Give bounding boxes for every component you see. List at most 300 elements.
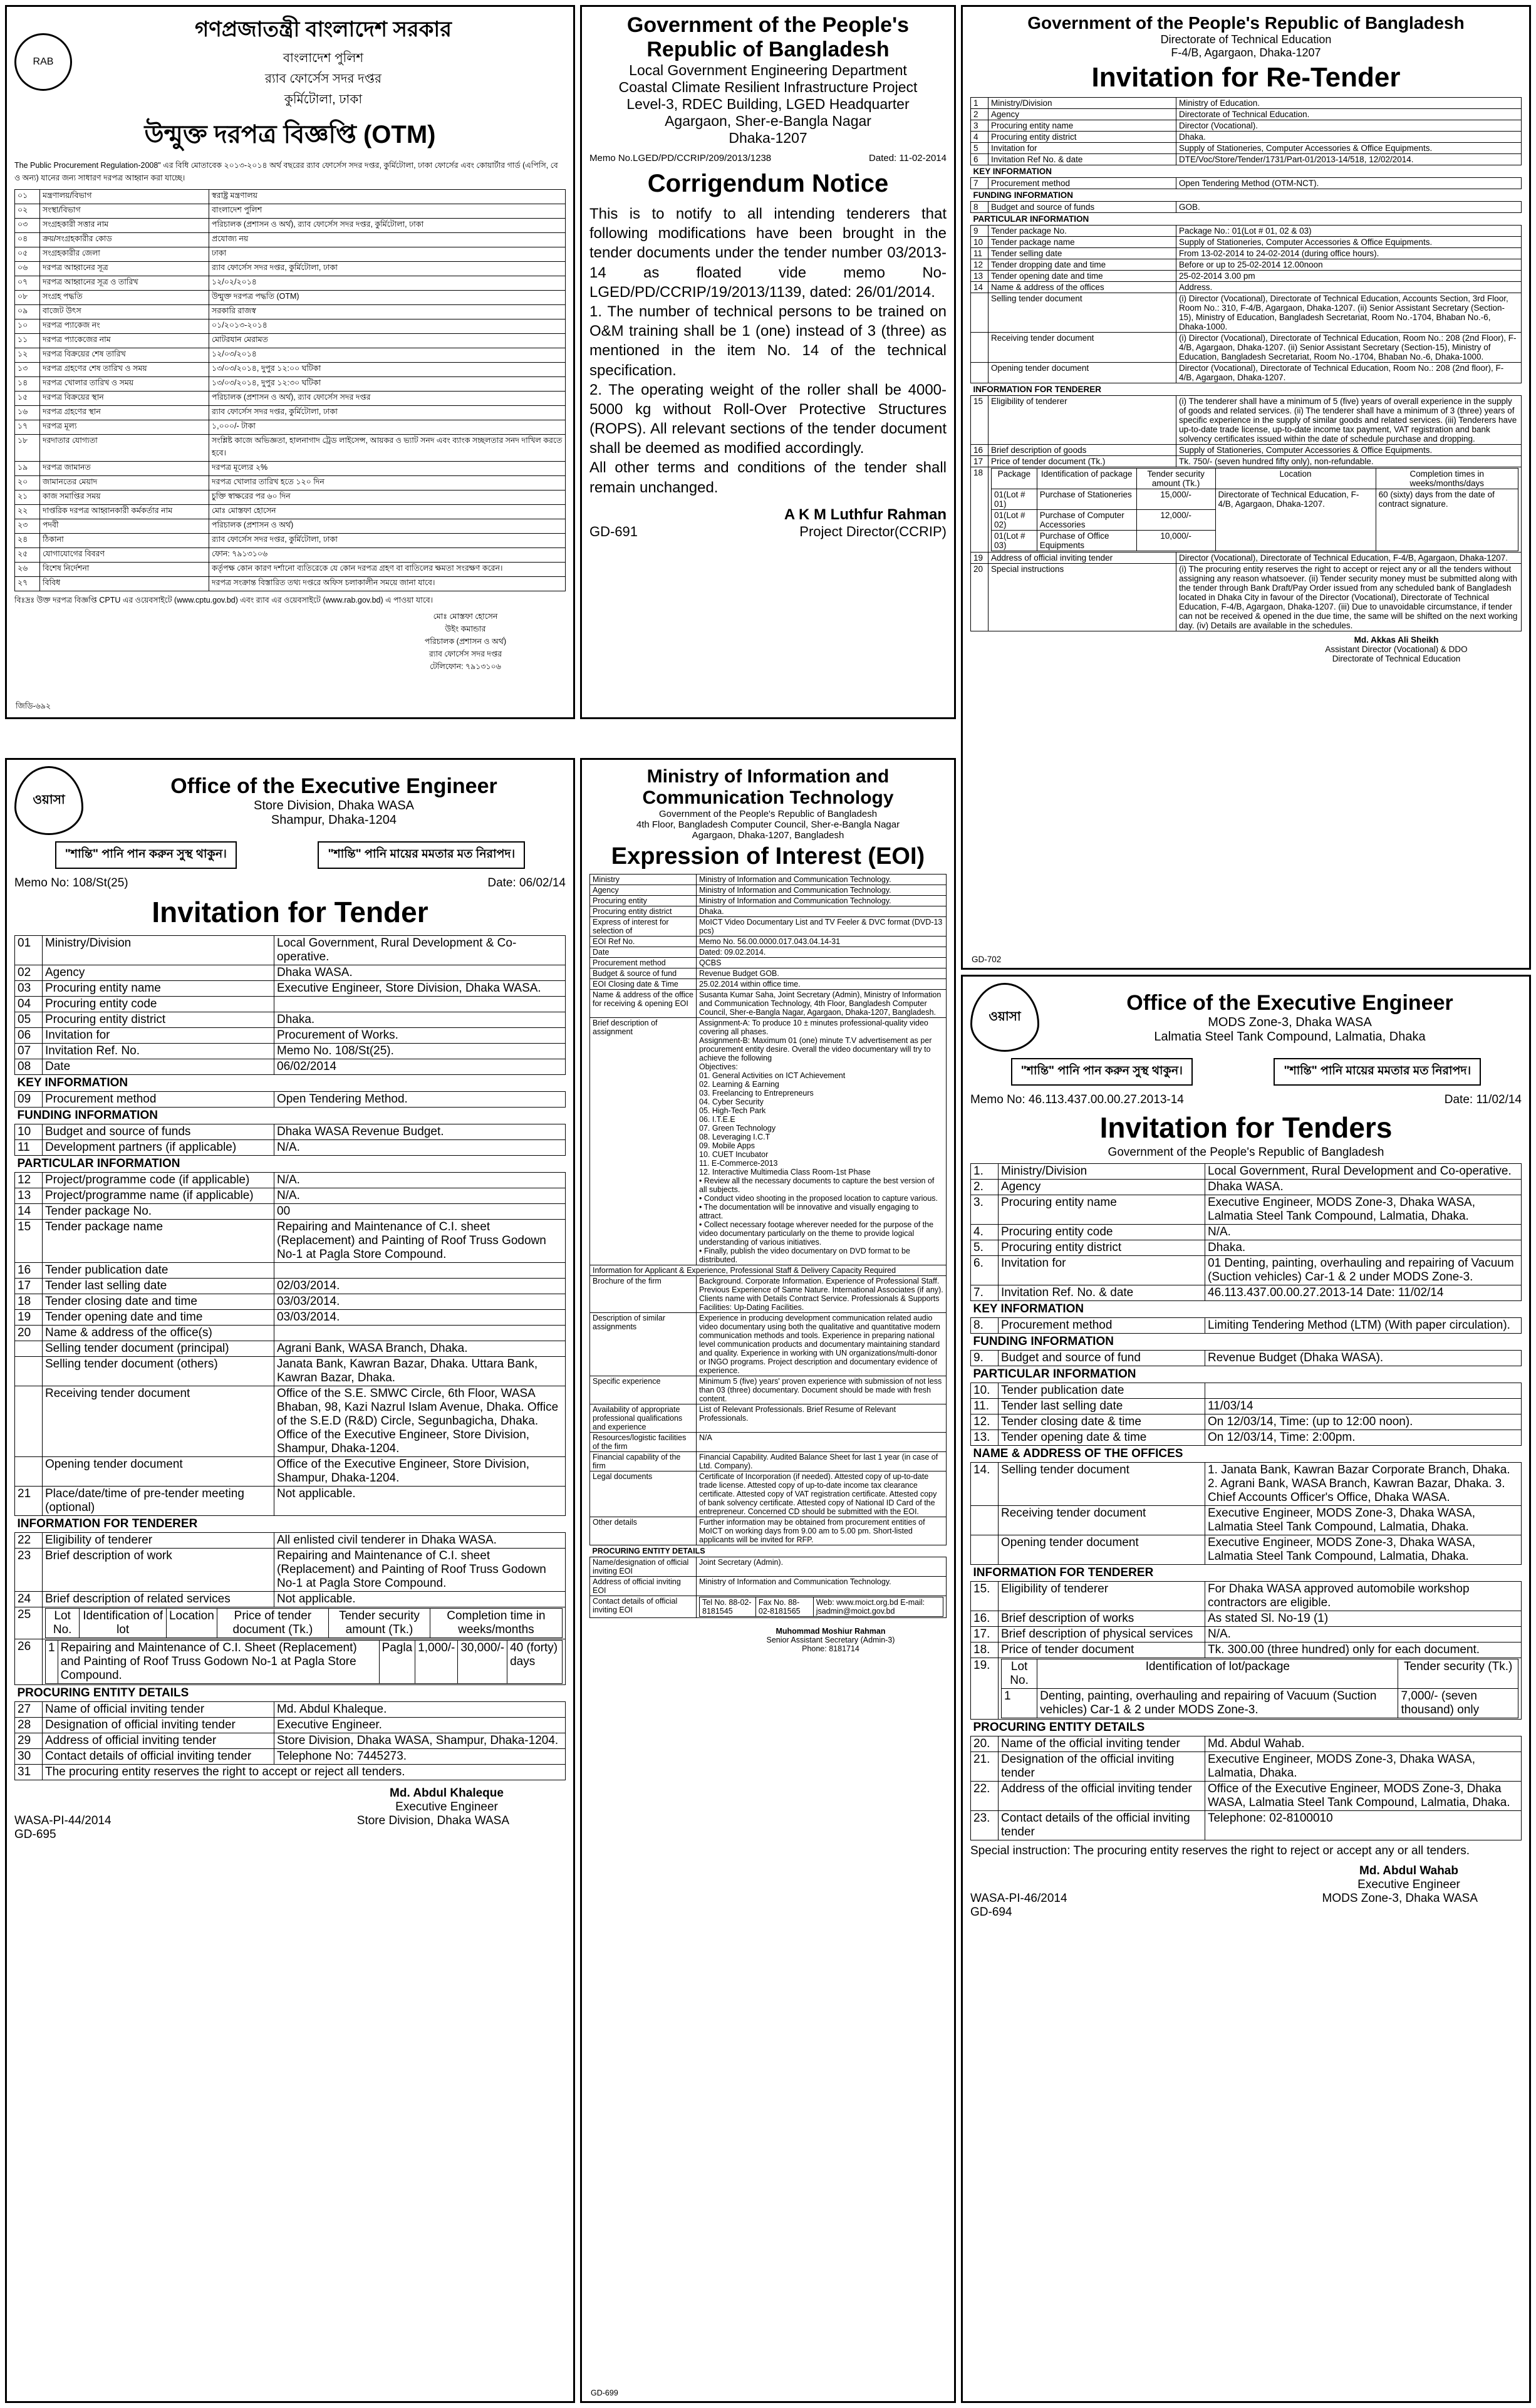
- table-cell: N/A.: [1205, 1225, 1522, 1240]
- table-cell: Budget and source of fund: [999, 1351, 1205, 1366]
- section-header: [15, 1156, 566, 1173]
- table-row: [15, 1341, 566, 1357]
- table-row: [590, 1557, 947, 1577]
- table-row: [15, 1326, 566, 1341]
- table-cell: [43, 1607, 566, 1639]
- table-cell: দরপত্র প্যাকেজের নাম: [40, 334, 209, 348]
- table-cell: Brief description of related services: [43, 1592, 274, 1607]
- table-cell: পদবী: [40, 519, 209, 534]
- table-row: [590, 906, 947, 917]
- table-row: [971, 282, 1522, 293]
- table-cell: 3.: [971, 1195, 999, 1225]
- ad3-gd: GD-702: [972, 955, 1002, 964]
- table-row: [971, 564, 1522, 631]
- ad6-heading: Invitation for Tenders: [1099, 1111, 1393, 1144]
- table-row: [971, 202, 1522, 213]
- table-cell: Director (Vocational).: [1176, 120, 1522, 132]
- table-cell: Invitation Ref No. & date: [989, 154, 1176, 165]
- ad5-slogan-2: "শান্তি" পানি মায়ের মমতার মত নিরাপদ।: [318, 841, 525, 869]
- table-row: [15, 334, 566, 348]
- table-cell: Agency: [590, 885, 697, 896]
- table-cell: [274, 997, 566, 1012]
- ad5-designation-1: Executive Engineer: [395, 1800, 498, 1814]
- table-cell: N/A.: [274, 1173, 566, 1188]
- ad4-address-2: Agargaon, Dhaka-1207, Bangladesh: [692, 830, 844, 841]
- table-cell: Receiving tender document: [989, 333, 1176, 363]
- table-cell: 19.: [971, 1658, 999, 1720]
- table-row: [15, 219, 566, 233]
- section-header: [15, 1685, 566, 1702]
- table-cell: দাপ্তরিক দরপত্র আহ্বানকারী কর্মকর্তার নাম: [40, 505, 209, 519]
- table-cell: 29: [15, 1733, 43, 1749]
- lot-table: [45, 1608, 563, 1638]
- table-cell: Janata Bank, Kawran Bazar, Dhaka. Uttara Bank, Kawran Bazar, Dhaka.: [274, 1357, 566, 1386]
- ad5-title: Office of the Executive Engineer: [170, 774, 497, 798]
- table-cell: Executive Engineer.: [274, 1718, 566, 1733]
- table-row: [15, 1765, 566, 1780]
- section-header: [971, 1720, 1522, 1736]
- table-cell: GOB.: [1176, 202, 1522, 213]
- table-cell: পরিচালক (প্রশাসন ও অর্থ), র‌্যাব ফোর্সেস সদর দপ্তর: [209, 392, 566, 406]
- table-row: [15, 1124, 566, 1140]
- table-cell: Designation of the official inviting tender: [999, 1752, 1205, 1782]
- ad4-address-1: 4th Floor, Bangladesh Computer Council, Sher-e-Bangla Nagar: [636, 819, 900, 830]
- table-cell: 3: [971, 120, 989, 132]
- table-cell: Denting, painting, overhauling and repairing of Vacuum (Suction vehicles) Car-1 & 2 under MODS Zone-3.: [1037, 1689, 1398, 1718]
- table-row: [15, 1549, 566, 1592]
- assignment-line: 09. Mobile Apps: [699, 1141, 755, 1150]
- table-cell: 20.: [971, 1736, 999, 1752]
- table-row: [15, 1749, 566, 1765]
- section-header: [15, 1075, 566, 1092]
- table-cell: Dhaka WASA Revenue Budget.: [274, 1124, 566, 1140]
- table-cell: ঠিকানা: [40, 534, 209, 548]
- table-row: [971, 456, 1522, 467]
- assignment-line: 04. Cyber Security: [699, 1098, 764, 1106]
- table-cell: 02/03/2014.: [274, 1279, 566, 1294]
- table-row: [15, 462, 566, 476]
- table-row: [971, 1225, 1522, 1240]
- lot-table: [1001, 1659, 1518, 1718]
- table-cell: ১২/০৩/২০১৪: [209, 348, 566, 363]
- table-cell: Invitation Ref. No.: [43, 1044, 274, 1059]
- table-row: [590, 979, 947, 990]
- table-cell: র‌্যাব ফোর্সেস সদর দপ্তর, কুর্মিটোলা, ঢাকা: [209, 406, 566, 420]
- table-cell: MoICT Video Documentary List and TV Feeler & DVC format (DVD-13 pcs): [697, 917, 947, 937]
- table-cell: (i) The procuring entity reserves the right to accept or reject any or all the tenders without assigning any reason whatsoever. (ii) Tender security money must be submitted along with the tender through Bank Draft/Pay Order issued from any scheduled bank of Bangladesh located in Dhaka City in favour of the Director (Vocational), Directorate of Technical Education, F-4/B, Agargaon, Dhaka-1207. (iii) Due to unavoidable circumstance, if tender can not be received & opened in the due time, the same will be shifted on the next working day. (iv) Details are available in the schedules.: [1176, 564, 1522, 631]
- table-cell: দরপত্র আহ্বানের সূত্র: [40, 262, 209, 276]
- table-cell: ০৭: [15, 276, 40, 291]
- table-row: [15, 1357, 566, 1386]
- lot-table: [991, 468, 1518, 551]
- table-cell: Minimum 5 (five) years' proven experience with submission of not less than 03 (three) documentary. Document should be made with fresh content.: [697, 1376, 947, 1404]
- lot-table: [45, 1640, 563, 1684]
- table-cell: Contact details of official inviting EOI: [590, 1596, 697, 1618]
- table-row: [971, 178, 1522, 189]
- table-cell: N/A.: [1205, 1627, 1522, 1643]
- table-cell: 03/03/2014.: [274, 1310, 566, 1326]
- table-cell: Revenue Budget (Dhaka WASA).: [1205, 1351, 1522, 1366]
- table-cell: Brief description of assignment: [590, 1018, 697, 1265]
- ad4-phone: Phone: 8181714: [802, 1644, 859, 1653]
- table-cell: Name of the official inviting tender: [999, 1736, 1205, 1752]
- table-cell: Open Tendering Method.: [274, 1092, 566, 1108]
- table-row: [590, 1276, 947, 1313]
- table-row: [971, 1164, 1522, 1180]
- ad6-slogan-2: "শান্তি" পানি মায়ের মমতার মত নিরাপদ।: [1274, 1058, 1481, 1086]
- table-cell: Ministry of Information and Communication Technology.: [697, 896, 947, 906]
- table-row: [15, 1592, 566, 1607]
- table-cell: 11: [971, 248, 989, 259]
- table-cell: Selling tender document (others): [43, 1357, 274, 1386]
- lged-corrigendum: [580, 5, 956, 719]
- table-row: [15, 319, 566, 334]
- table-cell: Tender publication date: [999, 1383, 1205, 1399]
- table-cell: (i) Director (Vocational), Directorate of Technical Education, Room No.: 208 (2nd Floor), F-4/B, Agargaon, Dhaka-1207. (ii) Senior Assistant Secretary (Section-15), Ministry of Education, Bangladesh Secretariat, Room No.-1704, Bhaban No.-6, Dhaka-1000.: [1176, 333, 1522, 363]
- assignment-line: 02. Learning & Earning: [699, 1080, 779, 1089]
- table-row: [992, 489, 1518, 510]
- table-cell: Selling tender document: [989, 293, 1176, 333]
- table-cell: Joint Secretary (Admin).: [697, 1557, 947, 1577]
- table-row: [971, 120, 1522, 132]
- table-cell: Price of tender document (Tk.): [989, 456, 1176, 467]
- table-cell: 8: [971, 202, 989, 213]
- table-cell: Not applicable.: [274, 1592, 566, 1607]
- table-cell: [971, 293, 989, 333]
- table-cell: From 13-02-2014 to 24-02-2014 (during office hours).: [1176, 248, 1522, 259]
- table-cell: সংশ্লিষ্ট কাজে অভিজ্ঞতা, হালনাগাদ ট্রেড লাইসেন্স, আয়কর ও ভ্যাট সনদ এবং ব্যাংক সচ্ছলতার সনদ দাখিল করতে হবে।: [209, 435, 566, 462]
- ad5-memo: Memo No: 108/St(25): [14, 876, 128, 890]
- table-cell: [43, 1639, 566, 1685]
- table-cell: Name & address of the offices: [989, 282, 1176, 293]
- table-cell: Tender closing date and time: [43, 1294, 274, 1310]
- table-cell: Budget and source of funds: [43, 1124, 274, 1140]
- table-row: [590, 968, 947, 979]
- table-cell: Selling tender document: [999, 1463, 1205, 1506]
- table-row: [971, 226, 1522, 237]
- table-cell: Brief description of work: [43, 1549, 274, 1592]
- table-cell: দরপত্র বিক্রয়ের স্থান: [40, 392, 209, 406]
- ad5-signatory: Md. Abdul Khaleque: [390, 1787, 504, 1800]
- section-header: [971, 165, 1522, 178]
- table-cell: Executive Engineer, MODS Zone-3, Dhaka WASA, Lalmatia Steel Tank Compound, Lalmatia, Dhaka.: [1205, 1195, 1522, 1225]
- table-cell: Susanta Kumar Saha, Joint Secretary (Admin), Ministry of Information and Communication Technology, 4th Floor, Bangladesh Computer Council, Sher-e-Bangla Nagar, Agargaon, Dhaka-1207, Bangladesh.: [697, 990, 947, 1018]
- table-cell: Certificate of Incorporation (if needed). Attested copy of up-to-date trade license. Attested copy of up-to-date income tax clearance certificate. Attested copy of VAT registration certificate. Attested copy of bank solvency certificate. Attested copy of National ID Card of the entrepreneur. Concerned CD should be submitted with the EOI.: [697, 1471, 947, 1517]
- contact-table: [699, 1597, 943, 1617]
- table-row: [15, 1044, 566, 1059]
- table-cell: 30: [15, 1749, 43, 1765]
- table-cell: Not applicable.: [274, 1487, 566, 1516]
- table-row: [15, 505, 566, 519]
- table-cell: Identification of lot: [80, 1609, 167, 1638]
- table-cell: 10.: [971, 1383, 999, 1399]
- ad6-zone: MODS Zone-3, Dhaka WASA: [1208, 1015, 1372, 1029]
- table-cell: Dhaka.: [274, 1012, 566, 1028]
- table-row: [971, 1658, 1522, 1720]
- table-cell: As stated Sl. No-19 (1): [1205, 1611, 1522, 1627]
- table-cell: Tender security amount (Tk.): [329, 1609, 430, 1638]
- ad1-web: বিঃদ্রঃ উক্ত দরপত্র বিজ্ঞপ্তি CPTU এর ওয়েবসাইটে (www.cptu.gov.bd) এবং র‌্যাব এর ওয়েবসাইটে (www.rab.gov.bd) এ পাওয়া যাবে।: [14, 596, 433, 605]
- ad3-address: F-4/B, Agargaon, Dhaka-1207: [1171, 46, 1321, 59]
- ad1-intro: The Public Procurement Regulation-2008" এর বিধি মোতাবেক ২০১৩-২০১৪ অর্থ বছরের র‌্যাব ফোর্সেস সদর দপ্তর, কুর্মিটোলা, ঢাকা ফোর্সের এবং কোয়ার্টার গার্ড (এপিসি, বে ও অন্য) যানের জন্য সাধারণ দরপত্র আহ্বান করা যাচ্ছে।: [14, 161, 558, 182]
- table-cell: ১২: [15, 348, 40, 363]
- table-cell: INFORMATION FOR TENDERER: [973, 385, 1101, 394]
- table-cell: Director (Vocational), Directorate of Technical Education, Room No.: 208 (2nd floor), F-4/B, Agargaon, Dhaka-1207.: [1176, 363, 1522, 383]
- table-cell: INFORMATION FOR TENDERER: [17, 1517, 198, 1530]
- table-cell: Specific experience: [590, 1376, 697, 1404]
- ad6-slogan-1: "শান্তি" পানি পান করুন সুস্থ থাকুন।: [1011, 1058, 1193, 1086]
- table-cell: 60 (sixty) days from the date of contract signature.: [1376, 489, 1518, 551]
- table-cell: ০১/২০১৩-২০১৪: [209, 319, 566, 334]
- ad4-designation: Senior Assistant Secretary (Admin-3): [766, 1636, 895, 1644]
- table-cell: Address of official inviting EOI: [590, 1577, 697, 1596]
- table-cell: Memo No. 108/St(25).: [274, 1044, 566, 1059]
- ad2-heading: Corrigendum Notice: [647, 170, 889, 197]
- table-row: [590, 896, 947, 906]
- table-row: [971, 1285, 1522, 1301]
- section-header: [971, 1366, 1522, 1383]
- table-cell: Address of official inviting tender: [43, 1733, 274, 1749]
- table-cell: ০৯: [15, 305, 40, 319]
- ad1-sub3: কুর্মিটোলা, ঢাকা: [284, 93, 363, 106]
- assignment-line: • Collect necessary footage wherever needed for the purpose of the video documentary particularly on the theme to provide logical understanding of various initiatives.: [699, 1220, 934, 1247]
- table-cell: জামানতের মেয়াদ: [40, 476, 209, 490]
- table-cell: Executive Engineer, MODS Zone-3, Dhaka WASA, Lalmatia Steel Tank Compound, Lalmatia, Dhaka.: [1205, 1535, 1522, 1565]
- table-cell: বিবিধ: [40, 577, 209, 591]
- table-cell: Procuring entity code: [43, 997, 274, 1012]
- table-cell: দরদাতার যোগ্যতা: [40, 435, 209, 462]
- table-cell: 02: [15, 965, 43, 981]
- table-cell: Budget and source of funds: [989, 202, 1176, 213]
- table-cell: Eligibility of tenderer: [999, 1582, 1205, 1611]
- table-cell: [15, 1386, 43, 1457]
- ad4-signatory: Muhommad Moshiur Rahman: [776, 1627, 886, 1636]
- table-cell: Designation of official inviting tender: [43, 1718, 274, 1733]
- assignment-line: • Review all the necessary documents to capture the best version of all subjects.: [699, 1176, 935, 1194]
- table-cell: 30,000/-: [458, 1641, 507, 1684]
- table-cell: 23: [15, 1549, 43, 1592]
- table-cell: Tender opening date and time: [989, 271, 1176, 282]
- table-cell: Supply of Stationeries, Computer Accessories & Office Equipments.: [1176, 445, 1522, 456]
- table-row: [15, 490, 566, 505]
- table-row: [15, 247, 566, 262]
- table-cell: 20: [15, 1326, 43, 1341]
- table-row: [15, 476, 566, 490]
- table-cell: 13: [15, 1188, 43, 1204]
- wasa-logo-icon: ওয়াসা: [970, 983, 1039, 1052]
- table-cell: Supply of Stationeries, Computer Accessories & Office Equipments.: [1176, 143, 1522, 154]
- table-cell: Selling tender document (principal): [43, 1341, 274, 1357]
- table-cell: EOI Ref No.: [590, 937, 697, 947]
- table-cell: 27: [15, 1702, 43, 1718]
- ad1-table: [14, 189, 566, 591]
- table-cell: Address.: [1176, 282, 1522, 293]
- table-cell: Lot No.: [1002, 1659, 1037, 1689]
- table-cell: মোটরযান মেরামত: [209, 334, 566, 348]
- table-cell: ১৭: [15, 420, 40, 435]
- table-cell: 22.: [971, 1782, 999, 1811]
- section-header: [15, 1516, 566, 1533]
- table-cell: Executive Engineer, Store Division, Dhaka WASA.: [274, 981, 566, 997]
- table-cell: ২১: [15, 490, 40, 505]
- table-cell: 9: [971, 226, 989, 237]
- table-row: [15, 276, 566, 291]
- table-cell: [971, 333, 989, 363]
- ad6-memo: Memo No: 46.113.437.00.00.27.2013-14: [970, 1093, 1184, 1106]
- table-cell: দরপত্র সংক্রান্ত বিস্তারিত তথ্য দপ্তরে অফিস চলাকালীন সময়ে জানা যাবে।: [209, 577, 566, 591]
- assignment-line: 11. E-Commerce-2013: [699, 1159, 778, 1168]
- ad5-designation-2: Store Division, Dhaka WASA: [356, 1814, 509, 1827]
- table-cell: Eligibility of tenderer: [989, 396, 1176, 445]
- table-row: [971, 333, 1522, 363]
- table-cell: ক্রয়/সংগ্রহকারীর কোড: [40, 233, 209, 247]
- table-cell: ২০: [15, 476, 40, 490]
- table-cell: Tender last selling date: [43, 1279, 274, 1294]
- ad1-gd: জিডি-৬৯২: [16, 702, 51, 710]
- section-header: [15, 1108, 566, 1124]
- table-cell: Agency: [43, 965, 274, 981]
- table-cell: N/A.: [274, 1188, 566, 1204]
- table-row: [15, 965, 566, 981]
- table-row: [971, 271, 1522, 282]
- table-row: [15, 936, 566, 965]
- table-cell: 01: [15, 936, 43, 965]
- table-row: [971, 445, 1522, 456]
- table-cell: 19: [15, 1310, 43, 1326]
- table-cell: Limiting Tendering Method (LTM) (With paper circulation).: [1205, 1318, 1522, 1334]
- table-row: [15, 1140, 566, 1156]
- table-row: [15, 1533, 566, 1549]
- table-cell: Budget & source of fund: [590, 968, 697, 979]
- table-cell: Executive Engineer, MODS Zone-3, Dhaka WASA, Lalmatia Steel Tank Compound, Lalmatia, Dhaka.: [1205, 1506, 1522, 1535]
- table-cell: Brief description of goods: [989, 445, 1176, 456]
- ad3-title: Government of the People's Republic of Bangladesh: [1027, 13, 1465, 33]
- table-cell: The procuring entity reserves the right to accept or reject all tenders.: [43, 1765, 566, 1780]
- ad1-sub2: র‌্যাব ফোর্সেস সদর দপ্তর: [264, 72, 382, 86]
- table-row: [15, 291, 566, 305]
- table-row: [971, 363, 1522, 383]
- table-row: [15, 1173, 566, 1188]
- table-row: [15, 190, 566, 204]
- table-cell: 2.: [971, 1180, 999, 1195]
- table-row: [971, 467, 1522, 553]
- table-cell: Fax No. 88-02-8181565: [755, 1597, 813, 1617]
- table-cell: 14.: [971, 1463, 999, 1506]
- table-cell: 19: [971, 553, 989, 564]
- signature-line: Assistant Director (Vocational) & DDO: [1325, 645, 1468, 654]
- table-cell: 12.: [971, 1414, 999, 1430]
- signature-line: Directorate of Technical Education: [1332, 654, 1461, 663]
- table-row: [15, 1220, 566, 1263]
- ad5-ref: WASA-PI-44/2014: [14, 1814, 112, 1827]
- table-cell: Tk. 750/- (seven hundred fifty only), non-refundable.: [1176, 456, 1522, 467]
- table-cell: 9.: [971, 1351, 999, 1366]
- table-cell: Tender package No.: [989, 226, 1176, 237]
- table-row: [15, 420, 566, 435]
- table-cell: 40 (forty) days: [507, 1641, 563, 1684]
- table-row: [971, 1535, 1522, 1565]
- assignment-line: Assignment-B: Maximum 01 (one) minute T.V advertisement as per procurement entity desire. Overall the video documentary will try to achieve the following: [699, 1036, 932, 1062]
- table-cell: পরিচালক (প্রশাসন ও অর্থ): [209, 519, 566, 534]
- ad5-division: Store Division, Dhaka WASA: [253, 798, 414, 812]
- table-cell: 04: [15, 997, 43, 1012]
- ad3-table: [970, 97, 1522, 631]
- table-cell: র‌্যাব ফোর্সেস সদর দপ্তর, কুর্মিটোলা, ঢাকা: [209, 262, 566, 276]
- table-cell: Md. Abdul Wahab.: [1205, 1736, 1522, 1752]
- table-cell: 06: [15, 1028, 43, 1044]
- ad2-memo: Memo No.LGED/PD/CCRIP/209/2013/1238: [589, 153, 772, 163]
- table-row: [15, 577, 566, 591]
- section-header: [590, 1545, 947, 1557]
- table-cell: Procurement method: [43, 1092, 274, 1108]
- ad1-heading: উন্মুক্ত দরপত্র বিজ্ঞপ্তি (OTM): [144, 121, 436, 148]
- table-cell: Project/programme code (if applicable): [43, 1173, 274, 1188]
- ad3-dept: Directorate of Technical Education: [1160, 33, 1332, 46]
- ad4-gd: GD-699: [591, 2389, 618, 2397]
- table-row: [971, 154, 1522, 165]
- table-cell: Date: [590, 947, 697, 958]
- table-row: [15, 392, 566, 406]
- table-cell: 26: [15, 1639, 43, 1685]
- table-cell: Legal documents: [590, 1471, 697, 1517]
- table-cell: 17: [15, 1279, 43, 1294]
- table-row: [15, 1263, 566, 1279]
- table-cell: 05: [15, 1012, 43, 1028]
- table-row: [971, 1736, 1522, 1752]
- table-cell: Tender security (Tk.): [1398, 1659, 1518, 1689]
- section-header: [971, 1301, 1522, 1318]
- table-cell: KEY INFORMATION: [17, 1076, 128, 1089]
- table-row: [46, 1609, 563, 1638]
- table-row: [15, 377, 566, 392]
- table-cell: Procuring entity district: [989, 132, 1176, 143]
- table-cell: 25.02.2014 within office time.: [697, 979, 947, 990]
- table-row: [15, 1639, 566, 1685]
- table-cell: Ministry of Information and Communication Technology.: [697, 874, 947, 885]
- table-cell: Tender publication date: [43, 1263, 274, 1279]
- table-cell: Dated: 09.02.2014.: [697, 947, 947, 958]
- table-cell: Purchase of Office Equipments: [1037, 531, 1136, 551]
- ad2-title-1: Government of the People's: [626, 13, 910, 37]
- ad5-gd: GD-695: [14, 1828, 56, 1841]
- table-cell: Dhaka.: [697, 906, 947, 917]
- assignment-line: 01. General Activities on ICT Achievement: [699, 1071, 846, 1080]
- table-cell: দরপত্র গ্রহণের শেষ তারিখ ও সময়: [40, 363, 209, 377]
- table-row: [971, 1463, 1522, 1506]
- section-header: [971, 1565, 1522, 1582]
- table-cell: Name & address of the office for receiving & opening EOI: [590, 990, 697, 1018]
- table-cell: FUNDING INFORMATION: [973, 1335, 1114, 1348]
- table-row: [15, 204, 566, 219]
- table-cell: Tender closing date & time: [999, 1414, 1205, 1430]
- ad5-slogan-1: "শান্তি" পানি পান করুন সুস্থ থাকুন।: [55, 841, 237, 869]
- table-cell: Directorate of Technical Education.: [1176, 109, 1522, 120]
- table-cell: কাজ সমাপ্তির সময়: [40, 490, 209, 505]
- table-cell: 22: [15, 1533, 43, 1549]
- table-row: [590, 937, 947, 947]
- table-cell: (i) Director (Vocational), Directorate of Technical Education, Accounts Section, 3rd Floor, Room No.: 310, F-4/B, Agargaon, Dhaka-1207. (ii) Senior Assistant Secretary (Section-15), Ministry of Education, Bangladesh Secretariat, Room No.-1704, Bhaban No.-6, Dhaka-1000.: [1176, 293, 1522, 333]
- table-cell: 14: [15, 1204, 43, 1220]
- table-cell: Procuring entity: [590, 896, 697, 906]
- table-cell: ২৫: [15, 548, 40, 563]
- table-cell: PARTICULAR INFORMATION: [973, 214, 1089, 224]
- table-cell: Receiving tender document: [999, 1506, 1205, 1535]
- table-cell: Location: [166, 1609, 217, 1638]
- table-cell: Agrani Bank, WASA Branch, Dhaka.: [274, 1341, 566, 1357]
- ad3-signature: [1271, 635, 1522, 663]
- table-cell: 18: [15, 1294, 43, 1310]
- table-cell: 7,000/- (seven thousand) only: [1398, 1689, 1518, 1718]
